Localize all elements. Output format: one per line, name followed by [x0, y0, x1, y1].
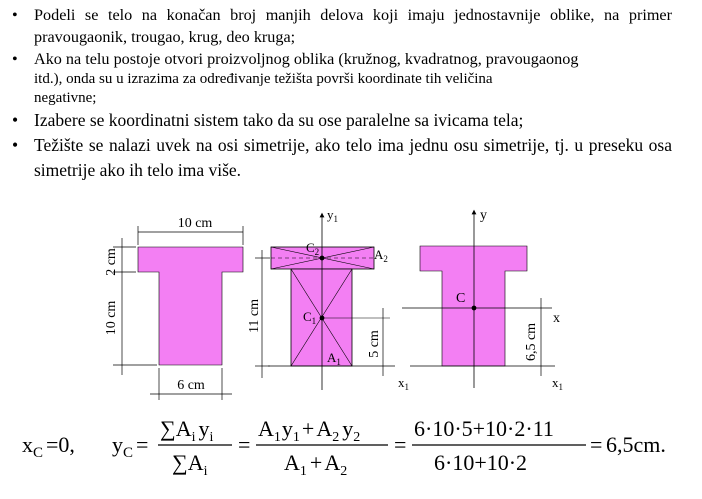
dim-flange-label: 2 cm	[104, 248, 119, 276]
xc-expression: $x_C =0$,	[22, 432, 75, 461]
frac3-denominator: 6·10+10·2	[434, 450, 528, 475]
eq-3: =	[590, 432, 603, 457]
x1-axis-label-right: $x_1$	[552, 375, 563, 392]
bullet-4-line-2: preseku osa simetrije ako ih telo ima više.	[34, 135, 672, 180]
result-value: 6,5cm.	[606, 432, 666, 457]
bullet-dot: •	[12, 50, 18, 68]
frac3-numerator: 6·10·5+10·2·11	[414, 416, 554, 441]
a2-label: $A_2$	[374, 247, 388, 264]
bullet-dot: •	[12, 6, 18, 24]
bullet-dot: •	[12, 135, 19, 155]
dim-5-label: 5 cm	[367, 330, 382, 358]
eq-2: =	[394, 432, 407, 457]
dim-height-label: 10 cm	[104, 300, 119, 336]
t-section-shape	[138, 247, 243, 365]
t-shape-result	[402, 208, 563, 392]
bullet-4-line-1: Težište se nalazi uvek na osi simetrije, ako telo ima jednu osu simetrije, tj. u	[34, 135, 584, 155]
bullet-2-line-3: negativne;	[34, 90, 97, 106]
centroid-c1-dot	[320, 316, 325, 321]
yc-expression: $y_C$ =	[112, 432, 149, 461]
centroid-c-dot	[472, 306, 477, 311]
c1-label: $C_1$	[303, 309, 317, 326]
bullet-3-line-1: Izabere se koordinatni sistem tako da su ose paralelne sa ivicama tela;	[34, 110, 524, 130]
frac1-numerator: $\sum A_i$ $y_i$	[160, 416, 214, 445]
t-shape-dimensioned	[104, 216, 243, 400]
dim-11-label: 11 cm	[247, 298, 262, 334]
bullet-1-line-2: primer pravougaonik, trougao, krug, deo kruga;	[34, 6, 673, 46]
frac2-numerator: $A_1y_1+A_2$ $y_2$	[258, 416, 361, 445]
dim-web-label: 6 cm	[177, 378, 205, 393]
centroid-formula	[22, 412, 682, 492]
x-axis-label: x	[553, 311, 560, 326]
eq-1: =	[238, 432, 251, 457]
c2-label: $C_2$	[306, 240, 320, 257]
x1-axis-label-mid: $x_1$	[398, 375, 409, 392]
dim-top-label: 10 cm	[177, 216, 213, 231]
bullet-dot: •	[12, 110, 19, 130]
c-label: C	[456, 291, 466, 306]
bullet-2-line-1: Ako na telu postoje otvori proizvoljnog oblika (kružnog, kvadratnog, pravougaonog	[34, 50, 579, 68]
centroid-c2-dot	[320, 256, 325, 261]
bullet-2-line-2: itd.), onda su u izrazima za određivanje težišta površi koordinate tih veličina	[34, 71, 493, 87]
frac1-denominator: $\sum A_i$	[172, 450, 208, 479]
frac2-denominator: $A_1 +A_2$	[284, 450, 348, 479]
y-axis-label: y	[480, 208, 487, 223]
y1-axis-label: $y_1$	[327, 207, 338, 224]
t-shape-decomposed	[247, 207, 409, 392]
bullet-1-line-1: Podeli se telo na konačan broj manjih delova koji imaju jednostavnije oblike, na	[34, 6, 620, 24]
a1-label: $A_1$	[327, 350, 341, 367]
dim-65-label: 6,5 cm	[524, 322, 539, 362]
